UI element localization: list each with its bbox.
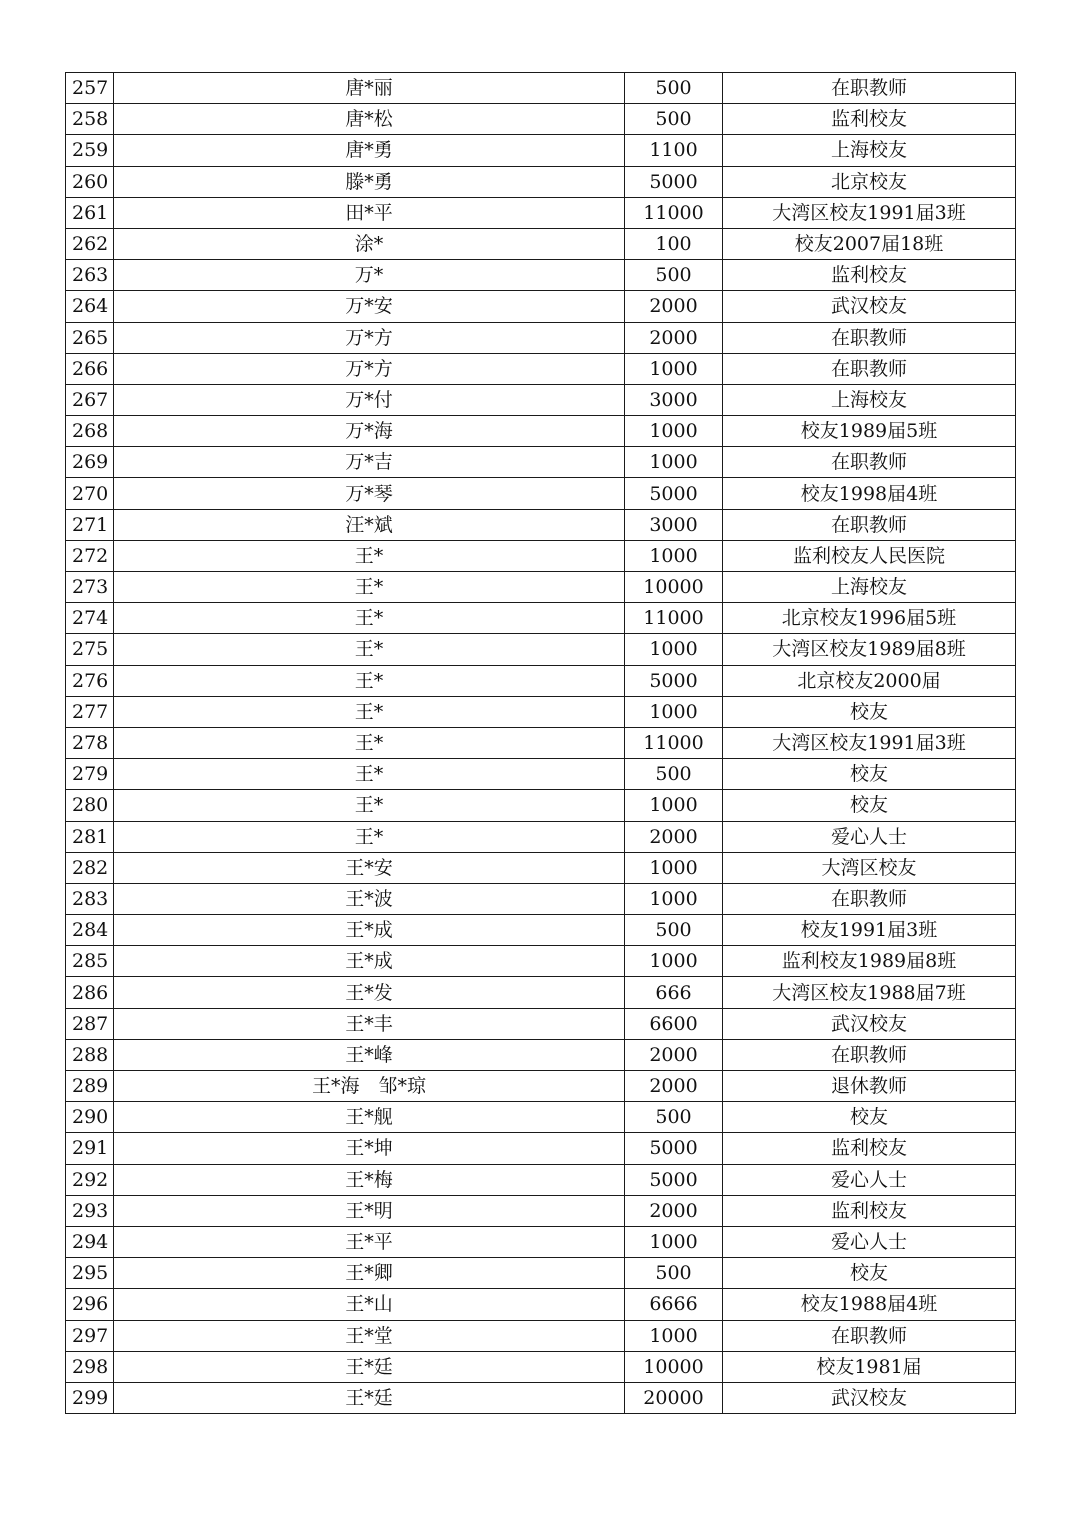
row-number-cell: 272 bbox=[66, 540, 114, 571]
row-number-cell: 259 bbox=[66, 135, 114, 166]
table-row bbox=[66, 1226, 1016, 1257]
amount-cell: 11000 bbox=[625, 603, 723, 634]
note-cell: 校友 bbox=[723, 1258, 1016, 1289]
amount-cell: 500 bbox=[625, 1258, 723, 1289]
note-cell: 爱心人士 bbox=[723, 1164, 1016, 1195]
note-cell: 退休教师 bbox=[723, 1071, 1016, 1102]
table-row bbox=[66, 1320, 1016, 1351]
table-row bbox=[66, 228, 1016, 259]
row-number-cell: 286 bbox=[66, 977, 114, 1008]
table-row bbox=[66, 634, 1016, 665]
donor-name-cell: 万*安 bbox=[114, 291, 625, 322]
donor-name-cell: 王*山 bbox=[114, 1289, 625, 1320]
amount-cell: 2000 bbox=[625, 1195, 723, 1226]
table-row bbox=[66, 478, 1016, 509]
row-number-cell: 280 bbox=[66, 790, 114, 821]
note-cell: 校友 bbox=[723, 696, 1016, 727]
note-cell: 武汉校友 bbox=[723, 291, 1016, 322]
amount-cell: 1000 bbox=[625, 540, 723, 571]
amount-cell: 1000 bbox=[625, 353, 723, 384]
donor-name-cell: 王*丰 bbox=[114, 1008, 625, 1039]
amount-cell: 10000 bbox=[625, 572, 723, 603]
donor-name-cell: 王*卿 bbox=[114, 1258, 625, 1289]
table-row bbox=[66, 1289, 1016, 1320]
row-number-cell: 298 bbox=[66, 1351, 114, 1382]
row-number-cell: 279 bbox=[66, 759, 114, 790]
row-number-cell: 268 bbox=[66, 416, 114, 447]
table-row bbox=[66, 260, 1016, 291]
donor-name-cell: 王* bbox=[114, 540, 625, 571]
note-cell: 监利校友人民医院 bbox=[723, 540, 1016, 571]
row-number-cell: 270 bbox=[66, 478, 114, 509]
row-number-cell: 275 bbox=[66, 634, 114, 665]
table-row bbox=[66, 291, 1016, 322]
note-cell: 爱心人士 bbox=[723, 821, 1016, 852]
note-cell: 大湾区校友 bbox=[723, 852, 1016, 883]
table-row bbox=[66, 1258, 1016, 1289]
donor-name-cell: 王*成 bbox=[114, 915, 625, 946]
table-row bbox=[66, 73, 1016, 104]
donor-name-cell: 王*舰 bbox=[114, 1102, 625, 1133]
table-row bbox=[66, 135, 1016, 166]
note-cell: 北京校友1996届5班 bbox=[723, 603, 1016, 634]
row-number-cell: 258 bbox=[66, 104, 114, 135]
donor-name-cell: 万*海 bbox=[114, 416, 625, 447]
amount-cell: 500 bbox=[625, 915, 723, 946]
donor-name-cell: 王* bbox=[114, 727, 625, 758]
note-cell: 北京校友 bbox=[723, 166, 1016, 197]
table-row bbox=[66, 540, 1016, 571]
amount-cell: 5000 bbox=[625, 1164, 723, 1195]
table-row bbox=[66, 1133, 1016, 1164]
note-cell: 在职教师 bbox=[723, 322, 1016, 353]
donor-name-cell: 王*明 bbox=[114, 1195, 625, 1226]
note-cell: 在职教师 bbox=[723, 73, 1016, 104]
note-cell: 在职教师 bbox=[723, 1039, 1016, 1070]
table-row bbox=[66, 665, 1016, 696]
row-number-cell: 262 bbox=[66, 228, 114, 259]
donor-name-cell: 万*付 bbox=[114, 384, 625, 415]
row-number-cell: 267 bbox=[66, 384, 114, 415]
note-cell: 校友 bbox=[723, 1102, 1016, 1133]
row-number-cell: 269 bbox=[66, 447, 114, 478]
donor-name-cell: 王* bbox=[114, 603, 625, 634]
amount-cell: 5000 bbox=[625, 478, 723, 509]
table-row bbox=[66, 1164, 1016, 1195]
amount-cell: 1000 bbox=[625, 696, 723, 727]
note-cell: 大湾区校友1991届3班 bbox=[723, 197, 1016, 228]
donor-name-cell: 王*安 bbox=[114, 852, 625, 883]
row-number-cell: 284 bbox=[66, 915, 114, 946]
amount-cell: 2000 bbox=[625, 821, 723, 852]
amount-cell: 1000 bbox=[625, 852, 723, 883]
note-cell: 校友 bbox=[723, 759, 1016, 790]
table-row bbox=[66, 977, 1016, 1008]
donor-name-cell: 王* bbox=[114, 759, 625, 790]
note-cell: 监利校友 bbox=[723, 1195, 1016, 1226]
amount-cell: 1000 bbox=[625, 634, 723, 665]
row-number-cell: 291 bbox=[66, 1133, 114, 1164]
note-cell: 上海校友 bbox=[723, 572, 1016, 603]
table-row bbox=[66, 353, 1016, 384]
amount-cell: 500 bbox=[625, 104, 723, 135]
note-cell: 在职教师 bbox=[723, 1320, 1016, 1351]
donor-name-cell: 万* bbox=[114, 260, 625, 291]
row-number-cell: 294 bbox=[66, 1226, 114, 1257]
note-cell: 武汉校友 bbox=[723, 1382, 1016, 1413]
note-cell: 武汉校友 bbox=[723, 1008, 1016, 1039]
row-number-cell: 273 bbox=[66, 572, 114, 603]
table-row bbox=[66, 603, 1016, 634]
amount-cell: 2000 bbox=[625, 291, 723, 322]
donor-name-cell: 汪*斌 bbox=[114, 509, 625, 540]
amount-cell: 1000 bbox=[625, 447, 723, 478]
note-cell: 在职教师 bbox=[723, 509, 1016, 540]
table-row bbox=[66, 821, 1016, 852]
amount-cell: 500 bbox=[625, 759, 723, 790]
donor-name-cell: 王*廷 bbox=[114, 1382, 625, 1413]
amount-cell: 10000 bbox=[625, 1351, 723, 1382]
row-number-cell: 293 bbox=[66, 1195, 114, 1226]
row-number-cell: 260 bbox=[66, 166, 114, 197]
table-row bbox=[66, 1102, 1016, 1133]
row-number-cell: 274 bbox=[66, 603, 114, 634]
note-cell: 校友1981届 bbox=[723, 1351, 1016, 1382]
row-number-cell: 290 bbox=[66, 1102, 114, 1133]
row-number-cell: 289 bbox=[66, 1071, 114, 1102]
note-cell: 大湾区校友1989届8班 bbox=[723, 634, 1016, 665]
note-cell: 大湾区校友1988届7班 bbox=[723, 977, 1016, 1008]
row-number-cell: 281 bbox=[66, 821, 114, 852]
amount-cell: 1000 bbox=[625, 416, 723, 447]
amount-cell: 100 bbox=[625, 228, 723, 259]
donor-name-cell: 王* bbox=[114, 634, 625, 665]
note-cell: 校友1991届3班 bbox=[723, 915, 1016, 946]
donor-name-cell: 王*海 邹*琼 bbox=[114, 1071, 625, 1102]
amount-cell: 1000 bbox=[625, 946, 723, 977]
donor-name-cell: 涂* bbox=[114, 228, 625, 259]
note-cell: 在职教师 bbox=[723, 447, 1016, 478]
note-cell: 校友 bbox=[723, 790, 1016, 821]
row-number-cell: 265 bbox=[66, 322, 114, 353]
table-row bbox=[66, 759, 1016, 790]
table-row bbox=[66, 1195, 1016, 1226]
donor-name-cell: 田*平 bbox=[114, 197, 625, 228]
row-number-cell: 271 bbox=[66, 509, 114, 540]
table-row bbox=[66, 1382, 1016, 1413]
amount-cell: 5000 bbox=[625, 166, 723, 197]
table-row bbox=[66, 1351, 1016, 1382]
row-number-cell: 288 bbox=[66, 1039, 114, 1070]
table-row bbox=[66, 1008, 1016, 1039]
donor-name-cell: 王* bbox=[114, 572, 625, 603]
row-number-cell: 276 bbox=[66, 665, 114, 696]
table-row bbox=[66, 322, 1016, 353]
note-cell: 监利校友 bbox=[723, 104, 1016, 135]
donation-table bbox=[65, 72, 1016, 1414]
donor-name-cell: 王*廷 bbox=[114, 1351, 625, 1382]
amount-cell: 1000 bbox=[625, 883, 723, 914]
note-cell: 大湾区校友1991届3班 bbox=[723, 727, 1016, 758]
amount-cell: 500 bbox=[625, 1102, 723, 1133]
donor-name-cell: 王* bbox=[114, 665, 625, 696]
amount-cell: 1000 bbox=[625, 790, 723, 821]
note-cell: 校友2007届18班 bbox=[723, 228, 1016, 259]
amount-cell: 1000 bbox=[625, 1320, 723, 1351]
donor-name-cell: 王*波 bbox=[114, 883, 625, 914]
row-number-cell: 283 bbox=[66, 883, 114, 914]
note-cell: 在职教师 bbox=[723, 883, 1016, 914]
table-row bbox=[66, 946, 1016, 977]
table-row bbox=[66, 696, 1016, 727]
note-cell: 校友1998届4班 bbox=[723, 478, 1016, 509]
table-row bbox=[66, 104, 1016, 135]
row-number-cell: 263 bbox=[66, 260, 114, 291]
table-body bbox=[66, 73, 1016, 1414]
amount-cell: 6600 bbox=[625, 1008, 723, 1039]
row-number-cell: 264 bbox=[66, 291, 114, 322]
amount-cell: 500 bbox=[625, 73, 723, 104]
row-number-cell: 285 bbox=[66, 946, 114, 977]
table-row bbox=[66, 727, 1016, 758]
table-row bbox=[66, 447, 1016, 478]
table-row bbox=[66, 1039, 1016, 1070]
note-cell: 在职教师 bbox=[723, 353, 1016, 384]
amount-cell: 11000 bbox=[625, 727, 723, 758]
note-cell: 上海校友 bbox=[723, 384, 1016, 415]
donor-name-cell: 王*峰 bbox=[114, 1039, 625, 1070]
row-number-cell: 295 bbox=[66, 1258, 114, 1289]
table-row bbox=[66, 572, 1016, 603]
row-number-cell: 278 bbox=[66, 727, 114, 758]
row-number-cell: 292 bbox=[66, 1164, 114, 1195]
table-row bbox=[66, 1071, 1016, 1102]
amount-cell: 11000 bbox=[625, 197, 723, 228]
table-row bbox=[66, 416, 1016, 447]
table-row bbox=[66, 166, 1016, 197]
row-number-cell: 266 bbox=[66, 353, 114, 384]
row-number-cell: 261 bbox=[66, 197, 114, 228]
note-cell: 上海校友 bbox=[723, 135, 1016, 166]
amount-cell: 500 bbox=[625, 260, 723, 291]
donor-name-cell: 万*琴 bbox=[114, 478, 625, 509]
donor-name-cell: 唐*松 bbox=[114, 104, 625, 135]
row-number-cell: 257 bbox=[66, 73, 114, 104]
amount-cell: 6666 bbox=[625, 1289, 723, 1320]
table-row bbox=[66, 197, 1016, 228]
amount-cell: 2000 bbox=[625, 1039, 723, 1070]
donor-name-cell: 唐*丽 bbox=[114, 73, 625, 104]
note-cell: 监利校友 bbox=[723, 1133, 1016, 1164]
note-cell: 监利校友 bbox=[723, 260, 1016, 291]
amount-cell: 1000 bbox=[625, 1226, 723, 1257]
amount-cell: 666 bbox=[625, 977, 723, 1008]
table-row bbox=[66, 852, 1016, 883]
table-row bbox=[66, 384, 1016, 415]
table-row bbox=[66, 883, 1016, 914]
donor-name-cell: 王*平 bbox=[114, 1226, 625, 1257]
donor-name-cell: 王*堂 bbox=[114, 1320, 625, 1351]
row-number-cell: 297 bbox=[66, 1320, 114, 1351]
amount-cell: 3000 bbox=[625, 509, 723, 540]
amount-cell: 20000 bbox=[625, 1382, 723, 1413]
note-cell: 爱心人士 bbox=[723, 1226, 1016, 1257]
donor-name-cell: 唐*勇 bbox=[114, 135, 625, 166]
amount-cell: 3000 bbox=[625, 384, 723, 415]
amount-cell: 5000 bbox=[625, 665, 723, 696]
note-cell: 北京校友2000届 bbox=[723, 665, 1016, 696]
donor-name-cell: 王*成 bbox=[114, 946, 625, 977]
donor-name-cell: 王*发 bbox=[114, 977, 625, 1008]
donor-name-cell: 万*方 bbox=[114, 322, 625, 353]
note-cell: 监利校友1989届8班 bbox=[723, 946, 1016, 977]
donor-name-cell: 王* bbox=[114, 790, 625, 821]
note-cell: 校友1989届5班 bbox=[723, 416, 1016, 447]
table-row bbox=[66, 915, 1016, 946]
note-cell: 校友1988届4班 bbox=[723, 1289, 1016, 1320]
donor-name-cell: 滕*勇 bbox=[114, 166, 625, 197]
donor-name-cell: 王*坤 bbox=[114, 1133, 625, 1164]
donor-name-cell: 王*梅 bbox=[114, 1164, 625, 1195]
donor-name-cell: 王* bbox=[114, 696, 625, 727]
table-row bbox=[66, 790, 1016, 821]
row-number-cell: 277 bbox=[66, 696, 114, 727]
amount-cell: 5000 bbox=[625, 1133, 723, 1164]
donor-name-cell: 王* bbox=[114, 821, 625, 852]
row-number-cell: 287 bbox=[66, 1008, 114, 1039]
table-row bbox=[66, 509, 1016, 540]
row-number-cell: 299 bbox=[66, 1382, 114, 1413]
row-number-cell: 282 bbox=[66, 852, 114, 883]
row-number-cell: 296 bbox=[66, 1289, 114, 1320]
amount-cell: 1100 bbox=[625, 135, 723, 166]
donor-name-cell: 万*方 bbox=[114, 353, 625, 384]
amount-cell: 2000 bbox=[625, 322, 723, 353]
amount-cell: 2000 bbox=[625, 1071, 723, 1102]
donor-name-cell: 万*吉 bbox=[114, 447, 625, 478]
